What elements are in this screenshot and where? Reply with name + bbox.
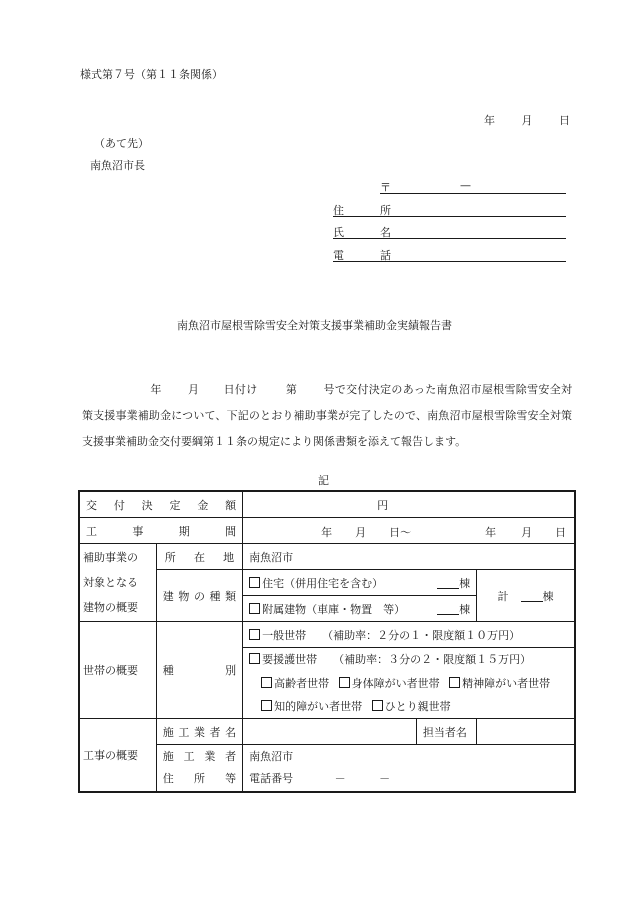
phone-label-1: 電 bbox=[333, 249, 344, 262]
elderly-checkbox[interactable] bbox=[261, 677, 272, 688]
addressee-prefix: （あて先） bbox=[94, 137, 149, 150]
name-line[interactable] bbox=[333, 225, 566, 239]
total-unit: 棟 bbox=[542, 589, 554, 603]
address-line[interactable] bbox=[333, 203, 566, 217]
date-day: 日 bbox=[559, 114, 570, 127]
body-text: 号で交付決定のあった南魚沼市屋根雪除雪安全対策支援事業補助金について、下記のとおり補助事業が完了したので、南魚沼市屋根雪除雪安全対策支援事業補助金交付要綱第１１条の規定により関係書類を添えて報告します。 bbox=[82, 383, 573, 448]
household-type-label: 種 別 bbox=[156, 622, 242, 719]
name-label-2: 名 bbox=[380, 226, 391, 239]
contractor-phone-label: 電話番号 bbox=[249, 772, 294, 785]
support-label: 要援護世帯 bbox=[262, 653, 318, 666]
annex-checkbox[interactable] bbox=[249, 603, 260, 614]
support-household-option[interactable] bbox=[243, 648, 575, 719]
period-field[interactable] bbox=[243, 518, 575, 544]
addressee-name: 南魚沼市長 bbox=[90, 159, 145, 172]
single-parent-label: ひとり親世帯 bbox=[384, 700, 451, 713]
contractor-address-field[interactable] bbox=[243, 745, 575, 793]
ki-heading: 記 bbox=[318, 474, 329, 487]
elderly-label: 高齢者世帯 bbox=[274, 677, 330, 690]
postal-dash: — bbox=[460, 179, 471, 192]
address-label-2: 所 bbox=[380, 204, 391, 217]
location-field[interactable] bbox=[243, 544, 575, 570]
body-year: 年 bbox=[150, 383, 162, 396]
period-label: 工 事 期 間 bbox=[79, 518, 243, 544]
general-household-option[interactable] bbox=[243, 622, 575, 648]
body-month: 月 bbox=[187, 383, 200, 396]
house-checkbox[interactable] bbox=[249, 577, 260, 588]
building-section-label: 補助事業の 対象となる 建物の概要 bbox=[79, 544, 156, 622]
yen-unit: 円 bbox=[377, 498, 389, 512]
grant-amount-row bbox=[79, 491, 575, 518]
house-option[interactable] bbox=[243, 570, 477, 596]
support-checkbox[interactable] bbox=[249, 653, 260, 664]
report-table bbox=[78, 490, 576, 793]
building-type-label: 建 物 の 種 類 bbox=[156, 570, 242, 622]
house-count-blank[interactable] bbox=[437, 577, 459, 589]
period-month-1: 月 bbox=[355, 526, 367, 539]
grant-amount-field[interactable] bbox=[243, 491, 575, 518]
grant-amount-label: 交 付 決 定 金 額 bbox=[79, 491, 243, 518]
support-rate: （補助率：３分の２・限度額１５万円） bbox=[333, 653, 532, 666]
physical-checkbox[interactable] bbox=[339, 677, 350, 688]
total-label: 計 bbox=[497, 589, 509, 603]
form-number: 様式第７号（第１１条関係） bbox=[80, 68, 223, 81]
household-section-label: 世帯の概要 bbox=[79, 622, 156, 719]
period-year-2: 年 bbox=[485, 526, 497, 539]
address-label-1: 住 bbox=[333, 204, 344, 217]
total-field[interactable] bbox=[477, 570, 575, 622]
contractor-name-field[interactable] bbox=[243, 719, 417, 745]
body-number-prefix: 第 bbox=[285, 383, 298, 396]
general-checkbox[interactable] bbox=[249, 629, 260, 640]
phone-label-2: 話 bbox=[380, 249, 391, 262]
report-body bbox=[82, 377, 572, 455]
total-count-blank[interactable] bbox=[521, 590, 543, 602]
postal-mark: 〒 bbox=[380, 181, 391, 194]
body-day: 日付け bbox=[223, 383, 258, 396]
period-row bbox=[79, 518, 575, 544]
report-date bbox=[484, 112, 570, 128]
intellectual-checkbox[interactable] bbox=[261, 700, 272, 711]
period-year-1: 年 bbox=[321, 526, 333, 539]
house-unit: 棟 bbox=[459, 576, 471, 590]
mental-label: 精神障がい者世帯 bbox=[462, 677, 551, 690]
location-row bbox=[79, 544, 575, 570]
contractor-name-label: 施 工 業 者 名 bbox=[156, 719, 242, 745]
postal-line[interactable] bbox=[380, 180, 566, 194]
date-month: 月 bbox=[521, 114, 533, 127]
annex-option[interactable] bbox=[243, 596, 477, 622]
period-day-2: 日 bbox=[555, 526, 567, 539]
physical-label: 身体障がい者世帯 bbox=[351, 677, 440, 690]
phone-dash-2: － bbox=[379, 772, 391, 785]
phone-line[interactable] bbox=[333, 248, 566, 262]
period-month-2: 月 bbox=[521, 526, 533, 539]
person-in-charge-field[interactable] bbox=[477, 719, 575, 745]
annex-unit: 棟 bbox=[459, 602, 471, 616]
date-year: 年 bbox=[484, 114, 495, 127]
phone-dash-1: － bbox=[334, 772, 346, 785]
contractor-name-row bbox=[79, 719, 575, 745]
contractor-address-value: 南魚沼市 bbox=[249, 750, 294, 763]
single-parent-checkbox[interactable] bbox=[372, 700, 383, 711]
person-in-charge-label: 担当者名 bbox=[416, 719, 476, 745]
location-value: 南魚沼市 bbox=[249, 550, 294, 564]
general-label: 一般世帯 bbox=[262, 628, 307, 642]
intellectual-label: 知的障がい者世帯 bbox=[274, 700, 363, 713]
location-label: 所 在 地 bbox=[156, 544, 242, 570]
household-general-row bbox=[79, 622, 575, 648]
mental-checkbox[interactable] bbox=[449, 677, 460, 688]
house-label: 住宅（併用住宅を含む） bbox=[262, 576, 384, 590]
period-day-1: 日～ bbox=[389, 526, 412, 539]
general-rate: （補助率：２分の１・限度額１０万円） bbox=[322, 628, 521, 642]
annex-count-blank[interactable] bbox=[437, 603, 459, 615]
document-title: 南魚沼市屋根雪除雪安全対策支援事業補助金実績報告書 bbox=[177, 319, 452, 332]
contractor-address-label: 施 工 業 者 住 所 等 bbox=[156, 745, 242, 793]
annex-label: 附属建物（車庫・物置 等） bbox=[262, 602, 406, 616]
name-label-1: 氏 bbox=[333, 226, 344, 239]
construction-section-label: 工事の概要 bbox=[79, 719, 156, 793]
